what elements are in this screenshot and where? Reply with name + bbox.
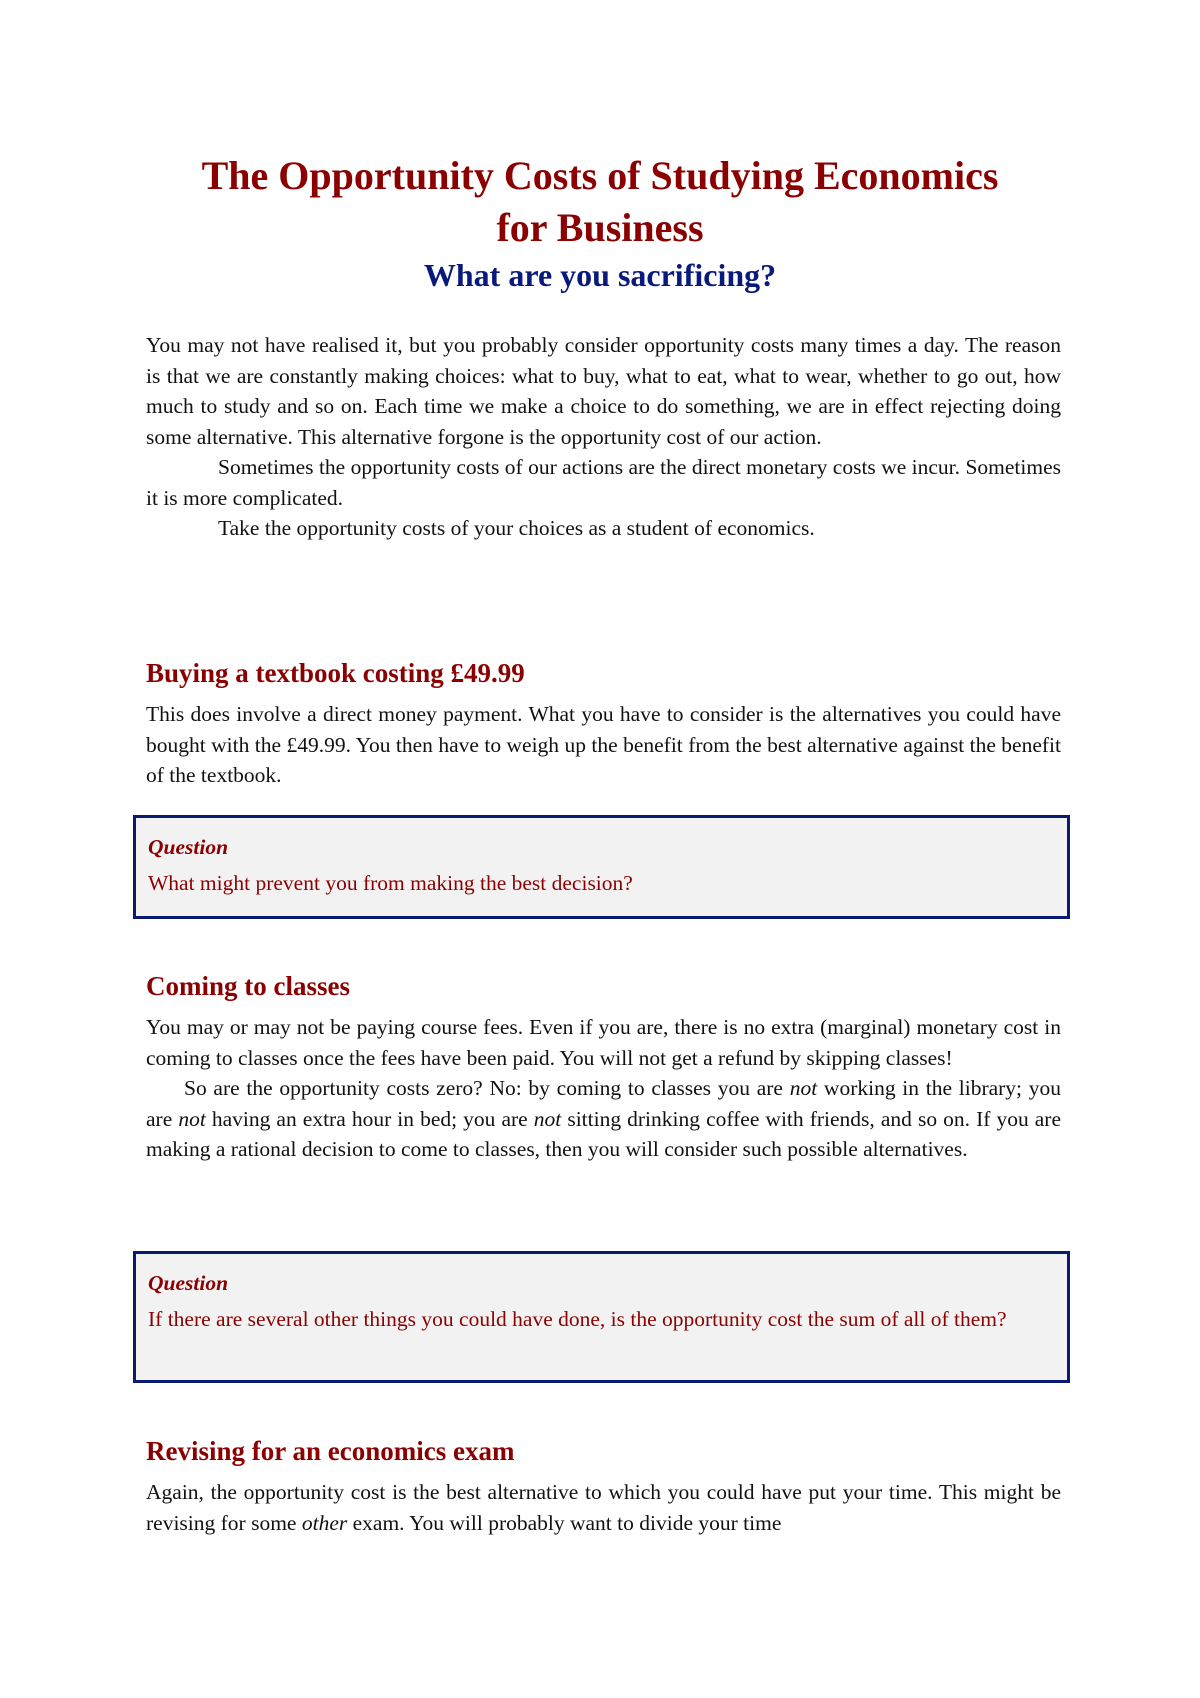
section-heading-textbook: Buying a textbook costing £49.99 [146, 658, 525, 688]
emphasis-not: not [178, 1106, 206, 1131]
question-box-2 [133, 1251, 1070, 1383]
section-heading-revising: Revising for an economics exam [146, 1436, 515, 1466]
page-subtitle: What are you sacrificing? [423, 257, 777, 293]
page-title-line-1: The Opportunity Costs of Studying Economics [201, 153, 999, 198]
question-text: What might prevent you from making the best decision? [148, 871, 633, 895]
page-title-line-2: for Business [496, 205, 704, 250]
revising-paragraph: Again, the opportunity cost is the best alternative to which you could have put your time. This might be revising for some other exam. You will probably want to divide your time [146, 1480, 1061, 1535]
intro-paragraph-1: You may not have realised it, but you probably consider opportunity costs many times a day. The reason is that we are constantly making choices: what to buy, what to eat, what to wear, whether to go out, how much to study and so on. Each time we make a choice to do something, we are in effect rejecting doing some alternative. This alternative forgone is the opportunity cost of our action. [146, 333, 1061, 449]
intro-paragraph-3: Take the opportunity costs of your choices as a student of economics. [218, 516, 815, 540]
page-title [0, 150, 1200, 254]
intro-paragraph-2: Sometimes the opportunity costs of our actions are the direct monetary costs we incur. Sometimes it is more complicated. [146, 455, 1061, 510]
intro-section [146, 330, 1061, 544]
textbook-paragraph: This does involve a direct money payment. What you have to consider is the alternatives you could have bought with the £49.99. You then have to weigh up the benefit from the best alternative against the benefit of the textbook. [146, 702, 1061, 787]
emphasis-other: other [301, 1510, 348, 1535]
classes-paragraph-2: So are the opportunity costs zero? No: by coming to classes you are not working in the library; you are not having an extra hour in bed; you are not sitting drinking coffee with friends, and so on. If you are making a rational decision to come to classes, then you will consider such possible alternatives. [146, 1076, 1062, 1161]
question-label: Question [148, 835, 229, 859]
classes-section [146, 1012, 1061, 1165]
textbook-section [146, 699, 1061, 791]
revising-section [146, 1477, 1061, 1538]
emphasis-not: not [533, 1106, 562, 1131]
emphasis-not: not [789, 1076, 818, 1100]
section-heading-classes: Coming to classes [146, 971, 350, 1001]
question-box-1 [133, 815, 1070, 919]
question-text: If there are several other things you could have done, is the opportunity cost the sum of all of them? [148, 1307, 1007, 1331]
classes-paragraph-1: You may or may not be paying course fees. Even if you are, there is no extra (marginal) monetary cost in coming to classes once the fees have been paid. You will not get a refund by skipping classes! [146, 1015, 1061, 1070]
question-label: Question [148, 1271, 229, 1295]
